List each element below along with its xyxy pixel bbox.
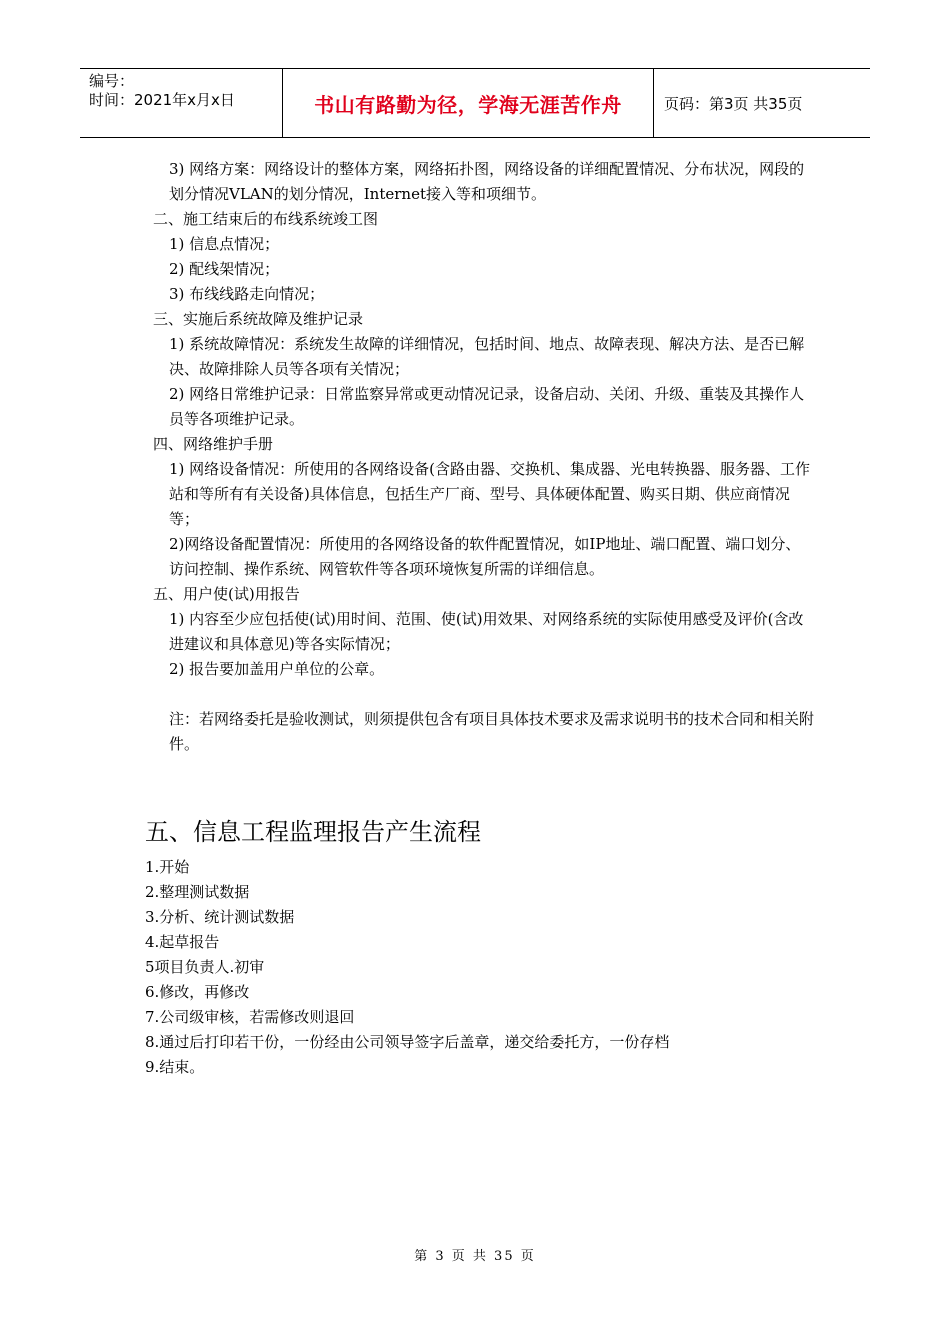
body-paragraph: 2)网络设备配置情况：所使用的各网络设备的软件配置情况，如IP地址、端口配置、端口划分、访问控制、操作系统、网管软件等各项环境恢复所需的详细信息。 (169, 535, 801, 578)
flow-step: 2.整理测试数据 (145, 883, 250, 901)
body-paragraph: 1) 网络设备情况：所使用的各网络设备(含路由器、交换机、集成器、光电转换器、服务器、工作站和等所有有关设备)具体信息，包括生产厂商、型号、具体硬体配置、购买日期、供应商情况等； (169, 460, 811, 528)
body-paragraph: 2) 网络日常维护记录：日常监察异常或更动情况记录，设备启动、关闭、升级、重装及其操作人员等各项维护记录。 (169, 385, 805, 428)
header-meta (80, 69, 282, 137)
flow-step: 9.结束。 (145, 1058, 205, 1076)
page-header (80, 68, 870, 138)
flow-steps-list (145, 855, 669, 1080)
flow-step: 3.分析、统计测试数据 (145, 908, 295, 926)
body-paragraph: 二、施工结束后的布线系统竣工图 (153, 210, 379, 228)
body-paragraph: 3) 网络方案：网络设计的整体方案，网络拓扑图，网络设备的详细配置情况、分布状况，网段的划分情况VLAN的划分情况，Internet接入等和项细节。 (169, 160, 805, 203)
body-paragraph: 1) 系统故障情况：系统发生故障的详细情况，包括时间、地点、故障表现、解决方法、是否已解决、故障排除人员等各项有关情况； (169, 335, 805, 378)
header-number: 编号： (89, 72, 135, 90)
body-paragraph: 注：若网络委托是验收测试，则须提供包含有项目具体技术要求及需求说明书的技术合同和相关附件。 (169, 710, 815, 753)
header-page-number: 页码：第3页 共35页 (664, 94, 803, 113)
flow-step: 5项目负责人.初审 (145, 958, 265, 976)
body-paragraph: 五、用户使(试)用报告 (153, 585, 300, 603)
header-date: 时间：2021年x月x日 (89, 91, 235, 109)
document-body (145, 157, 815, 757)
body-paragraph: 三、实施后系统故障及维护记录 (153, 310, 364, 328)
section-title: 五、信息工程监理报告产生流程 (145, 818, 481, 846)
flow-step: 4.起草报告 (145, 933, 220, 951)
body-paragraph: 2) 配线架情况； (169, 260, 280, 278)
body-paragraph: 2) 报告要加盖用户单位的公章。 (169, 660, 385, 678)
body-paragraph: 1) 内容至少应包括使(试)用时间、范围、使(试)用效果、对网络系统的实际使用感受及评价(含改进建议和具体意见)等各实际情况； (169, 610, 804, 653)
flow-step: 1.开始 (145, 858, 190, 876)
header-motto: 书山有路勤为径，学海无涯苦作舟 (282, 69, 654, 137)
body-paragraph: 3) 布线线路走向情况； (169, 285, 325, 303)
page-footer: 第 3 页 共 35 页 (414, 1249, 536, 1264)
flow-step: 6.修改，再修改 (145, 983, 250, 1001)
body-paragraph: 1) 信息点情况； (169, 235, 280, 253)
body-paragraph: 四、网络维护手册 (153, 435, 274, 453)
blank-line (145, 682, 815, 707)
flow-step: 8.通过后打印若干份，一份经由公司领导签字后盖章，递交给委托方，一份存档 (145, 1033, 670, 1051)
flow-step: 7.公司级审核，若需修改则退回 (145, 1008, 355, 1026)
